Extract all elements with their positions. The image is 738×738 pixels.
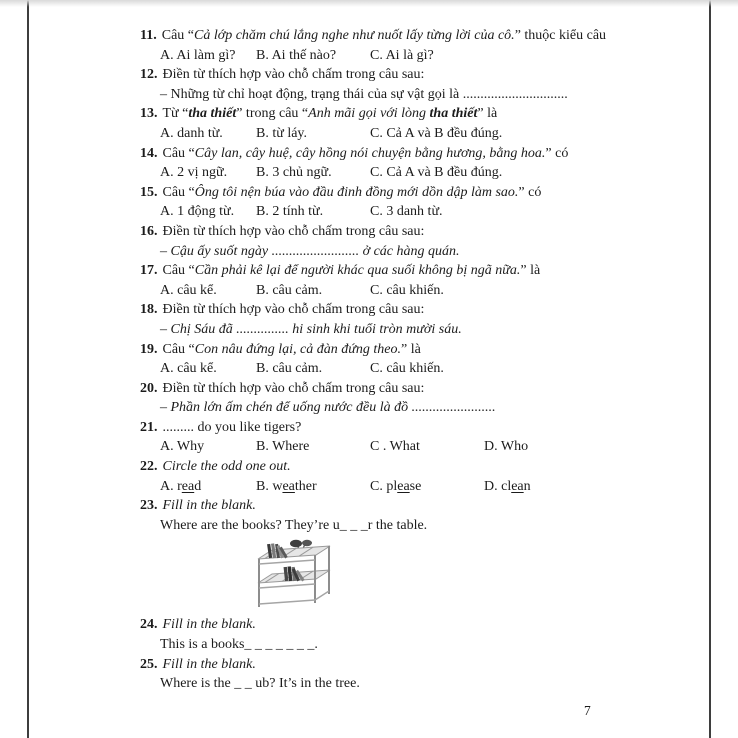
q21-stem-line (140, 418, 660, 438)
q19-stem-end: ” là (400, 341, 421, 357)
figure-row (140, 535, 660, 615)
q21-option-b: B. Where (256, 439, 310, 455)
q14-option-b: B. 3 chủ ngữ. (256, 165, 332, 181)
q13-term-2: tha thiết (429, 106, 478, 122)
q13-stem-mid: ” trong câu “ (236, 106, 309, 122)
q13-option-c: C. Cả A và B đều đúng. (370, 125, 503, 141)
q16-fill-text: – Cậu ấy suốt ngày ......................... ở các hàng quán. (160, 243, 460, 259)
q11-stem-end: ” thuộc kiểu câu (514, 28, 607, 43)
q23-text: Where are the books? They’re u_ _ _r the table. (160, 517, 428, 533)
q19-number: 19. (140, 341, 158, 357)
q19-stem-line (140, 340, 660, 360)
q16-stem: Điền từ thích hợp vào chỗ chấm trong câu sau: (162, 223, 425, 239)
q13-stem-line (140, 104, 660, 124)
q22-b-post: ther (294, 478, 317, 494)
q20-fill-text: – Phần lớn ấm chén để uống nước đều là đồ ........................ (160, 400, 496, 416)
q22-number: 22. (140, 459, 158, 475)
q18-stem: Điền từ thích hợp vào chỗ chấm trong câu sau: (162, 302, 425, 318)
page-left-border (27, 0, 29, 738)
q13-option-b: B. từ láy. (256, 125, 308, 141)
q12-fill-text: – Những từ chỉ hoạt động, trạng thái của sự vật gọi là .............................. (160, 86, 568, 102)
q25-number: 25. (140, 656, 158, 672)
q22-c-underlined: ea (397, 478, 410, 494)
q19-option-a: A. câu kể. (160, 361, 217, 377)
q17-number: 17. (140, 263, 158, 279)
q24-stem: Fill in the blank. (162, 617, 256, 633)
q20-number: 20. (140, 380, 158, 396)
q21-options-line (140, 437, 660, 457)
q15-stem-line (140, 183, 660, 203)
q11-stem-pre: Câu “ (161, 28, 194, 43)
q17-stem-line (140, 261, 660, 281)
q22-c-post: se (409, 478, 422, 494)
q15-option-b: B. 2 tính từ. (256, 204, 324, 220)
q21-number: 21. (140, 419, 158, 435)
q19-option-b: B. câu cảm. (256, 361, 323, 377)
q15-number: 15. (140, 184, 158, 200)
q23-text-line (140, 516, 660, 536)
q25-stem: Fill in the blank. (162, 656, 256, 672)
q16-stem-line (140, 222, 660, 242)
q11-option-a: A. Ai làm gì? (160, 47, 236, 63)
q20-fill-line (140, 398, 660, 418)
q13-quote: Anh mãi gọi với lòng (308, 106, 430, 122)
q13-options-line (140, 124, 660, 144)
q23-number: 23. (140, 498, 158, 514)
q17-option-a: A. câu kể. (160, 282, 217, 298)
q17-stem-pre: Câu “ (162, 263, 195, 279)
q12-stem-line (140, 65, 660, 85)
q20-stem: Điền từ thích hợp vào chỗ chấm trong câu sau: (162, 380, 425, 396)
q12-fill-line (140, 85, 660, 105)
q13-stem-end: ” là (477, 106, 498, 122)
q22-d-pre: D. cl (484, 478, 512, 494)
q22-stem-line (140, 457, 660, 477)
bookshelf-image (252, 537, 340, 611)
q20-stem-line (140, 379, 660, 399)
q22-a-post: d (194, 478, 202, 494)
q14-option-c: C. Cả A và B đều đúng. (370, 165, 503, 181)
q21-stem: ......... do you like tigers? (162, 419, 302, 435)
q22-c-pre: C. pl (370, 478, 398, 494)
exam-page-content (140, 26, 660, 694)
page-top-shadow (0, 0, 738, 7)
q21-option-d: D. Who (484, 439, 529, 455)
q17-option-b: B. câu cảm. (256, 282, 323, 298)
q12-number: 12. (140, 67, 158, 83)
q11-number: 11. (140, 28, 157, 43)
q25-stem-line (140, 655, 660, 675)
q14-option-a: A. 2 vị ngữ. (160, 165, 228, 181)
q17-options-line (140, 281, 660, 301)
q22-option-b (256, 477, 317, 497)
q24-number: 24. (140, 617, 158, 633)
q16-fill-line (140, 242, 660, 262)
q15-stem-end: ” có (518, 184, 542, 200)
q18-number: 18. (140, 302, 158, 318)
q14-quote: Cây lan, cây huệ, cây hồng nói chuyện bằng hương, bằng hoa. (194, 145, 546, 161)
q21-option-c: C . What (370, 439, 420, 455)
q14-number: 14. (140, 145, 158, 161)
q15-option-a: A. 1 động từ. (160, 204, 235, 220)
q13-option-a: A. danh từ. (160, 125, 223, 141)
q11-quote: Cả lớp chăm chú lắng nghe như nuốt lấy từng lời của cô. (194, 28, 515, 43)
q11-option-b: B. Ai thế nào? (256, 47, 337, 63)
q17-option-c: C. câu khiến. (370, 282, 444, 298)
q19-stem-pre: Câu “ (162, 341, 195, 357)
q14-stem-end: ” có (545, 145, 569, 161)
q19-quote: Con nâu đứng lại, cả đàn đứng theo. (194, 341, 401, 357)
q18-fill-text: – Chị Sáu đã ............... hi sinh khi tuổi tròn mười sáu. (160, 321, 462, 337)
q22-options-line (140, 477, 660, 497)
q15-quote: Ông tôi nện búa vào đầu đinh đồng mới dồn dập làm sao. (194, 184, 519, 200)
q13-term-1: tha thiết (188, 106, 237, 122)
q24-text-line (140, 635, 660, 655)
q23-stem: Fill in the blank. (162, 498, 256, 514)
q11-options-line (140, 46, 660, 66)
q23-stem-line (140, 496, 660, 516)
q12-stem: Điền từ thích hợp vào chỗ chấm trong câu sau: (162, 67, 425, 83)
q21-option-a: A. Why (160, 439, 205, 455)
q11-option-c: C. Ai là gì? (370, 47, 434, 63)
q22-a-pre: A. r (160, 478, 182, 494)
q15-stem-pre: Câu “ (162, 184, 195, 200)
q22-option-c (370, 477, 421, 497)
q13-stem-pre: Từ “ (162, 106, 189, 122)
q14-stem-pre: Câu “ (162, 145, 195, 161)
q24-text: This is a books_ _ _ _ _ _ _. (160, 637, 318, 653)
q18-fill-line (140, 320, 660, 340)
page-right-border (709, 0, 711, 738)
q15-option-c: C. 3 danh từ. (370, 204, 443, 220)
q19-option-c: C. câu khiến. (370, 361, 444, 377)
q24-stem-line (140, 615, 660, 635)
q17-quote: Cần phải kê lại để người khác qua suối không bị ngã nữa. (194, 263, 521, 279)
q22-d-underlined: ea (511, 478, 524, 494)
q14-stem-line (140, 144, 660, 164)
q22-b-pre: B. w (256, 478, 283, 494)
q18-stem-line (140, 300, 660, 320)
q22-b-underlined: ea (282, 478, 295, 494)
q25-text: Where is the _ _ ub? It’s in the tree. (160, 676, 360, 692)
page-number: 7 (584, 703, 591, 718)
q22-d-post: n (523, 478, 531, 494)
q22-option-a (160, 477, 201, 497)
q22-stem: Circle the odd one out. (162, 459, 291, 475)
q17-stem-end: ” là (520, 263, 541, 279)
q16-number: 16. (140, 223, 158, 239)
q19-options-line (140, 359, 660, 379)
q15-options-line (140, 202, 660, 222)
q14-options-line (140, 163, 660, 183)
q25-text-line (140, 674, 660, 694)
q11-stem-line (140, 26, 660, 46)
q22-a-underlined: ea (181, 478, 195, 494)
q22-option-d (484, 477, 531, 497)
q13-number: 13. (140, 106, 158, 122)
